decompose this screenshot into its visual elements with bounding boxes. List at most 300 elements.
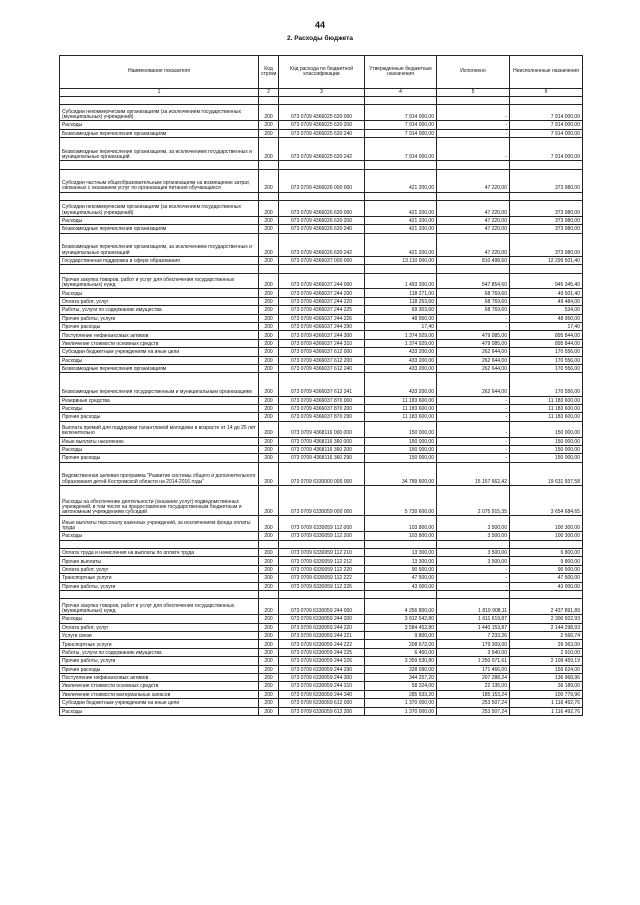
table-row xyxy=(60,289,583,297)
row-approved: 421 200,00 xyxy=(365,225,437,233)
row-unexecuted: 2 109 459,19 xyxy=(510,657,583,665)
row-code: 200 xyxy=(259,631,279,639)
row-executed: 1 440 153,87 xyxy=(437,623,510,631)
row-code: 200 xyxy=(259,445,279,453)
row-approved: 208 672,00 xyxy=(365,640,437,648)
table-row xyxy=(60,348,583,356)
row-executed: - xyxy=(437,565,510,573)
row-kbk xyxy=(279,540,365,548)
row-name xyxy=(60,97,259,105)
row-code: 200 xyxy=(259,699,279,707)
row-executed: 47 220,00 xyxy=(437,233,510,256)
row-unexecuted: 9 800,00 xyxy=(510,549,583,557)
row-kbk: 073 0709 6330059 112 222 xyxy=(279,574,365,582)
table-row xyxy=(60,516,583,532)
header-row xyxy=(60,56,583,89)
row-name: Безвозмездные перечисления организациям xyxy=(60,225,259,233)
expenses-table xyxy=(59,55,583,716)
row-executed: 3 500,00 xyxy=(437,557,510,565)
row-approved: 150 000,00 xyxy=(365,421,437,437)
row-kbk: 073 0709 4366037 870 200 xyxy=(279,404,365,412)
row-name: Расходы xyxy=(60,615,259,623)
row-code xyxy=(259,97,279,105)
row-unexecuted: 156 624,00 xyxy=(510,665,583,673)
table-row xyxy=(60,485,583,516)
row-executed xyxy=(437,192,510,200)
row-unexecuted: 2 437 891,89 xyxy=(510,599,583,615)
row-name: Субсидии бюджетным учреждениям на иные цели xyxy=(60,699,259,707)
table-row xyxy=(60,421,583,437)
row-executed: 262 644,00 xyxy=(437,356,510,364)
row-executed: - xyxy=(437,137,510,160)
row-unexecuted: 7 914 000,00 xyxy=(510,137,583,160)
row-approved: 103 800,00 xyxy=(365,532,437,540)
row-kbk: 073 0709 6330059 112 000 xyxy=(279,516,365,532)
row-name: Безвозмездные перечисления организациям, за исключением государственных и муниципальных организаций xyxy=(60,137,259,160)
row-unexecuted xyxy=(510,591,583,599)
row-name: Расходы xyxy=(60,532,259,540)
row-code: 200 xyxy=(259,690,279,698)
row-approved: 103 800,00 xyxy=(365,516,437,532)
row-approved: 421 200,00 xyxy=(365,233,437,256)
row-unexecuted: 170 556,00 xyxy=(510,348,583,356)
row-code: 200 xyxy=(259,137,279,160)
row-kbk: 073 0709 4366037 612 241 xyxy=(279,373,365,396)
row-approved: 5 730 600,00 xyxy=(365,485,437,516)
row-kbk: 073 0709 4366037 612 000 xyxy=(279,348,365,356)
row-unexecuted: 90 500,00 xyxy=(510,565,583,573)
row-kbk: 073 0709 6330059 244 300 xyxy=(279,673,365,681)
table-row xyxy=(60,161,583,169)
table-row xyxy=(60,532,583,540)
table-row xyxy=(60,169,583,192)
row-code xyxy=(259,540,279,548)
column-number: 1 xyxy=(60,89,259,97)
row-kbk: 073 0709 4366037 244 225 xyxy=(279,306,365,314)
row-kbk: 073 0709 4366037 244 000 xyxy=(279,273,365,289)
row-name: Безвозмездные перечисления государственным и муниципальным организациям xyxy=(60,373,259,396)
row-unexecuted: 49 484,00 xyxy=(510,297,583,305)
table-row xyxy=(60,339,583,347)
row-kbk xyxy=(279,192,365,200)
row-name: Поступление нефинансовых активов xyxy=(60,673,259,681)
row-approved: 433 200,00 xyxy=(365,356,437,364)
row-unexecuted: 100 300,00 xyxy=(510,532,583,540)
row-name: Работы, услуги по содержанию имущества xyxy=(60,648,259,656)
row-name xyxy=(60,161,259,169)
row-name xyxy=(60,192,259,200)
row-executed: - xyxy=(437,574,510,582)
row-name: Иные выплаты населению xyxy=(60,437,259,445)
row-executed: 253 507,24 xyxy=(437,707,510,715)
table-row xyxy=(60,454,583,462)
row-code: 200 xyxy=(259,557,279,565)
table-row xyxy=(60,445,583,453)
row-executed: 262 644,00 xyxy=(437,373,510,396)
table-row xyxy=(60,462,583,485)
row-code: 200 xyxy=(259,582,279,590)
row-executed: 7 233,26 xyxy=(437,631,510,639)
column-number: 3 xyxy=(279,89,365,97)
table-row xyxy=(60,690,583,698)
row-executed: 68 769,60 xyxy=(437,306,510,314)
row-executed: 47 220,00 xyxy=(437,216,510,224)
row-approved xyxy=(365,161,437,169)
table-row xyxy=(60,682,583,690)
row-code: 200 xyxy=(259,314,279,322)
row-name xyxy=(60,265,259,273)
row-code: 200 xyxy=(259,462,279,485)
row-name: Резервные средства xyxy=(60,396,259,404)
row-name xyxy=(60,540,259,548)
row-executed: - xyxy=(437,445,510,453)
row-approved: 344 257,20 xyxy=(365,673,437,681)
row-name: Безвозмездные перечисления организациям xyxy=(60,129,259,137)
row-approved: 6 450,00 xyxy=(365,648,437,656)
row-executed: 68 769,60 xyxy=(437,289,510,297)
table-row xyxy=(60,105,583,121)
table-row xyxy=(60,137,583,160)
row-code: 200 xyxy=(259,565,279,573)
row-executed: 810 498,60 xyxy=(437,256,510,264)
row-unexecuted xyxy=(510,192,583,200)
row-unexecuted: 7 914 000,00 xyxy=(510,105,583,121)
row-approved: 150 000,00 xyxy=(365,437,437,445)
row-executed: 253 507,24 xyxy=(437,699,510,707)
table-row xyxy=(60,591,583,599)
row-code: 200 xyxy=(259,105,279,121)
row-name: Поступление нефинансовых активов xyxy=(60,331,259,339)
row-kbk: 073 0709 6330059 612 200 xyxy=(279,707,365,715)
row-approved xyxy=(365,540,437,548)
row-kbk: 073 0709 6330059 244 225 xyxy=(279,648,365,656)
row-unexecuted: 17,40 xyxy=(510,323,583,331)
row-executed: 479 085,00 xyxy=(437,339,510,347)
row-executed: - xyxy=(437,129,510,137)
row-name: Работы, услуги по содержанию имущества xyxy=(60,306,259,314)
row-kbk: 073 0709 4366026 630 240 xyxy=(279,225,365,233)
row-executed: - xyxy=(437,413,510,421)
row-unexecuted: 136 968,96 xyxy=(510,673,583,681)
table-row xyxy=(60,216,583,224)
row-executed: 3 500,00 xyxy=(437,516,510,532)
row-name: Увеличение стоимости основных средств xyxy=(60,682,259,690)
row-kbk: 073 0709 6330059 244 221 xyxy=(279,631,365,639)
row-executed: 207 288,24 xyxy=(437,673,510,681)
row-approved: 3 584 452,80 xyxy=(365,623,437,631)
row-kbk: 073 0709 4366025 630 240 xyxy=(279,129,365,137)
row-code: 200 xyxy=(259,373,279,396)
row-approved xyxy=(365,97,437,105)
row-code: 200 xyxy=(259,707,279,715)
row-unexecuted: 7 914 000,00 xyxy=(510,129,583,137)
column-number: 5 xyxy=(437,89,510,97)
row-kbk: 073 0709 4366037 000 000 xyxy=(279,256,365,264)
row-unexecuted: 2 910,00 xyxy=(510,648,583,656)
row-kbk: 073 0709 6330059 244 340 xyxy=(279,690,365,698)
table-row xyxy=(60,707,583,715)
row-unexecuted: 11 183 600,00 xyxy=(510,413,583,421)
row-name: Транспортные услуги xyxy=(60,574,259,582)
row-code: 200 xyxy=(259,396,279,404)
row-kbk: 073 0709 4368116 360 290 xyxy=(279,454,365,462)
row-code: 200 xyxy=(259,599,279,615)
row-executed xyxy=(437,265,510,273)
row-executed: - xyxy=(437,121,510,129)
row-kbk: 073 0709 4366026 630 000 xyxy=(279,201,365,217)
table-row xyxy=(60,631,583,639)
row-executed: 262 644,00 xyxy=(437,364,510,372)
row-approved: 11 183 600,00 xyxy=(365,413,437,421)
row-code: 200 xyxy=(259,648,279,656)
row-code: 200 xyxy=(259,121,279,129)
table-row xyxy=(60,129,583,137)
row-code: 200 xyxy=(259,485,279,516)
row-approved xyxy=(365,192,437,200)
row-unexecuted: 2 144 298,93 xyxy=(510,623,583,631)
row-kbk xyxy=(279,97,365,105)
row-kbk: 073 0709 6330059 112 210 xyxy=(279,549,365,557)
row-approved: 433 200,00 xyxy=(365,364,437,372)
row-approved: 13 300,00 xyxy=(365,557,437,565)
row-kbk: 073 0709 4366026 630 242 xyxy=(279,233,365,256)
row-code: 200 xyxy=(259,356,279,364)
row-name: Оплата работ, услуг xyxy=(60,297,259,305)
row-executed: 185 153,24 xyxy=(437,690,510,698)
row-kbk: 073 0709 4366037 244 226 xyxy=(279,314,365,322)
row-unexecuted: 1 116 492,76 xyxy=(510,707,583,715)
row-unexecuted: 534,00 xyxy=(510,306,583,314)
row-code: 200 xyxy=(259,437,279,445)
row-approved: 1 370 000,00 xyxy=(365,707,437,715)
row-name: Субсидии некоммерческим организациям (за исключением государственных (муниципальных) учреждений) xyxy=(60,201,259,217)
row-name: Увеличение стоимости материальных запасов xyxy=(60,690,259,698)
row-code: 200 xyxy=(259,129,279,137)
row-kbk: 073 0709 6330059 112 200 xyxy=(279,532,365,540)
row-code: 200 xyxy=(259,201,279,217)
row-kbk: 073 0709 6330059 244 000 xyxy=(279,599,365,615)
row-kbk xyxy=(279,265,365,273)
row-name: Расходы на обеспечение деятельности (оказание услуг) подведомственных учреждений, в том числе на предоставление государственным бюджетным и автономным учреждениям субсидий xyxy=(60,485,259,516)
row-executed: 479 085,00 xyxy=(437,331,510,339)
row-code xyxy=(259,265,279,273)
row-unexecuted: 945 345,40 xyxy=(510,273,583,289)
table-row xyxy=(60,356,583,364)
table-row xyxy=(60,192,583,200)
row-unexecuted: 43 000,00 xyxy=(510,582,583,590)
table-row xyxy=(60,373,583,396)
header-executed: Исполнено xyxy=(437,56,510,89)
row-unexecuted: 12 299 501,40 xyxy=(510,256,583,264)
row-unexecuted: 7 914 000,00 xyxy=(510,121,583,129)
row-executed: 1 250 071,61 xyxy=(437,657,510,665)
row-code: 200 xyxy=(259,169,279,192)
table-row xyxy=(60,549,583,557)
table-row xyxy=(60,648,583,656)
row-name xyxy=(60,591,259,599)
row-approved: 13 110 000,00 xyxy=(365,256,437,264)
table-row xyxy=(60,623,583,631)
row-approved: 11 183 600,00 xyxy=(365,396,437,404)
row-unexecuted: 2 566,74 xyxy=(510,631,583,639)
row-code: 200 xyxy=(259,233,279,256)
row-executed: - xyxy=(437,105,510,121)
row-approved: 118 253,60 xyxy=(365,297,437,305)
row-unexecuted: 100 300,00 xyxy=(510,516,583,532)
row-approved: 433 200,00 xyxy=(365,348,437,356)
row-code: 200 xyxy=(259,273,279,289)
row-unexecuted: 373 980,00 xyxy=(510,201,583,217)
row-name: Государственная поддержка в сфере образования xyxy=(60,256,259,264)
row-code: 200 xyxy=(259,454,279,462)
row-approved: 11 183 600,00 xyxy=(365,404,437,412)
table-row xyxy=(60,540,583,548)
row-unexecuted: 11 183 600,00 xyxy=(510,404,583,412)
header-kbk: Код расхода по бюджетной классификации xyxy=(279,56,365,89)
row-kbk: 073 0709 6330059 244 222 xyxy=(279,640,365,648)
row-approved: 150 000,00 xyxy=(365,454,437,462)
row-code: 200 xyxy=(259,413,279,421)
row-name: Прочие расходы xyxy=(60,665,259,673)
row-unexecuted: 895 844,00 xyxy=(510,339,583,347)
column-number: 6 xyxy=(510,89,583,97)
row-name: Прочая закупка товаров, работ и услуг для обеспечения государственных (муниципальных) нужд xyxy=(60,273,259,289)
row-kbk: 073 0709 6330059 244 290 xyxy=(279,665,365,673)
row-unexecuted: 49 501,40 xyxy=(510,289,583,297)
row-unexecuted xyxy=(510,97,583,105)
row-executed: - xyxy=(437,323,510,331)
table-row xyxy=(60,599,583,615)
row-code xyxy=(259,192,279,200)
row-kbk: 073 0709 6330059 112 212 xyxy=(279,557,365,565)
table-row xyxy=(60,396,583,404)
row-kbk: 073 0709 4366037 244 310 xyxy=(279,339,365,347)
table-row xyxy=(60,673,583,681)
row-code: 200 xyxy=(259,323,279,331)
row-name: Прочие выплаты xyxy=(60,557,259,565)
row-name: Безвозмездные перечисления организациям xyxy=(60,364,259,372)
row-name: Расходы xyxy=(60,445,259,453)
row-unexecuted: 150 000,00 xyxy=(510,437,583,445)
row-approved: 433 200,00 xyxy=(365,373,437,396)
row-executed: 547 854,60 xyxy=(437,273,510,289)
row-unexecuted: 100 779,96 xyxy=(510,690,583,698)
row-unexecuted: 150 000,00 xyxy=(510,454,583,462)
row-name: Прочие работы, услуги xyxy=(60,657,259,665)
row-unexecuted: 2 300 922,93 xyxy=(510,615,583,623)
row-approved: 421 200,00 xyxy=(365,169,437,192)
table-row xyxy=(60,657,583,665)
row-kbk: 073 0709 4366037 244 290 xyxy=(279,323,365,331)
row-kbk: 073 0709 4366037 612 200 xyxy=(279,356,365,364)
row-kbk: 073 0709 4366037 612 240 xyxy=(279,364,365,372)
row-executed: 22 135,00 xyxy=(437,682,510,690)
row-code: 200 xyxy=(259,549,279,557)
table-row xyxy=(60,364,583,372)
row-executed: - xyxy=(437,421,510,437)
column-number: 2 xyxy=(259,89,279,97)
row-approved: 90 500,00 xyxy=(365,565,437,573)
row-code: 200 xyxy=(259,289,279,297)
row-unexecuted: 170 556,00 xyxy=(510,356,583,364)
row-approved: 3 359 530,80 xyxy=(365,657,437,665)
row-code: 200 xyxy=(259,623,279,631)
row-unexecuted: 170 556,00 xyxy=(510,364,583,372)
row-unexecuted: 11 183 600,00 xyxy=(510,396,583,404)
table-row xyxy=(60,582,583,590)
row-executed xyxy=(437,540,510,548)
row-code: 200 xyxy=(259,404,279,412)
row-unexecuted: 150 000,00 xyxy=(510,445,583,453)
table-row xyxy=(60,640,583,648)
row-approved: 58 324,00 xyxy=(365,682,437,690)
row-name: Субсидии бюджетным учреждениям на иные цели xyxy=(60,348,259,356)
table-row xyxy=(60,97,583,105)
row-approved: 9 800,00 xyxy=(365,631,437,639)
row-name: Ведомственная целевая программа "Развитие системы общего и дополнительного образования детей Костромской области на 2014-2016 годы" xyxy=(60,462,259,485)
row-unexecuted: 373 980,00 xyxy=(510,225,583,233)
row-unexecuted xyxy=(510,540,583,548)
row-executed: - xyxy=(437,404,510,412)
row-code: 200 xyxy=(259,657,279,665)
section-title: 2. Расходы бюджета xyxy=(287,35,353,42)
row-name: Прочие расходы xyxy=(60,454,259,462)
row-name: Увеличение стоимости основных средств xyxy=(60,339,259,347)
row-code: 200 xyxy=(259,421,279,437)
header-approved: Утвержденные бюджетные назначения xyxy=(365,56,437,89)
row-approved: 43 000,00 xyxy=(365,582,437,590)
row-approved: 1 370 000,00 xyxy=(365,699,437,707)
row-kbk: 073 0709 4366037 244 300 xyxy=(279,331,365,339)
row-approved: 118 271,00 xyxy=(365,289,437,297)
page-number: 44 xyxy=(314,20,325,30)
row-approved: 285 933,20 xyxy=(365,690,437,698)
row-kbk: 073 0709 4366037 870 000 xyxy=(279,396,365,404)
row-code: 200 xyxy=(259,348,279,356)
row-name: Прочие расходы xyxy=(60,323,259,331)
row-unexecuted: 373 980,00 xyxy=(510,169,583,192)
row-code: 200 xyxy=(259,532,279,540)
row-name: Оплата работ, услуг xyxy=(60,623,259,631)
row-executed: 2 075 915,35 xyxy=(437,485,510,516)
row-name: Прочие работы, услуги xyxy=(60,582,259,590)
row-executed: 68 769,60 xyxy=(437,297,510,305)
table-body xyxy=(60,97,583,716)
row-unexecuted: 19 631 937,58 xyxy=(510,462,583,485)
row-executed: 1 819 908,11 xyxy=(437,599,510,615)
row-name: Услуги связи xyxy=(60,631,259,639)
table-row xyxy=(60,201,583,217)
row-approved: 7 914 000,00 xyxy=(365,105,437,121)
column-number-row xyxy=(60,89,583,97)
row-code: 200 xyxy=(259,615,279,623)
table-row xyxy=(60,314,583,322)
row-name: Субсидии некоммерческим организациям (за исключением государственных (муниципальных) учреждений) xyxy=(60,105,259,121)
row-executed: - xyxy=(437,314,510,322)
row-code xyxy=(259,161,279,169)
table-row xyxy=(60,665,583,673)
row-kbk: 073 0709 4366037 244 220 xyxy=(279,297,365,305)
row-approved: 1 374 929,00 xyxy=(365,339,437,347)
row-unexecuted: 29 363,00 xyxy=(510,640,583,648)
table-row xyxy=(60,121,583,129)
row-approved: 34 789 600,00 xyxy=(365,462,437,485)
table-row xyxy=(60,323,583,331)
row-executed xyxy=(437,161,510,169)
row-approved: 3 912 542,80 xyxy=(365,615,437,623)
row-name: Оплата труда и начисления на выплаты по оплате труда xyxy=(60,549,259,557)
row-executed: 47 220,00 xyxy=(437,225,510,233)
